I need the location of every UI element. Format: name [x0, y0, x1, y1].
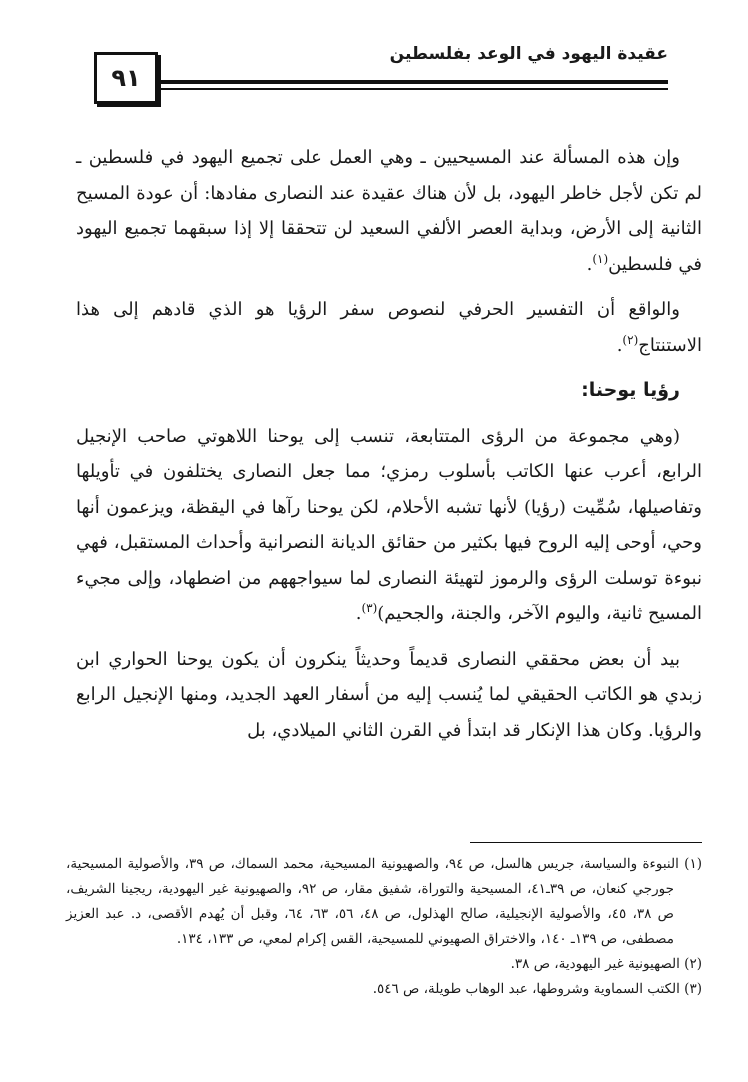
book-title: عقيدة اليهود في الوعد بفلسطين [389, 44, 668, 64]
paragraph-1-end: . [586, 253, 593, 275]
header-rule [156, 80, 668, 84]
footnote-3: (٣) الكتب السماوية وشروطها، عبد الوهاب طويلة، ص ٥٤٦. [372, 981, 702, 997]
footnote-2: (٢) الصهيونية غير اليهودية، ص ٣٨. [510, 956, 702, 972]
page-number: ٩١ [111, 64, 141, 92]
footnote-ref-2: (٢) [622, 332, 639, 347]
footnote-1: (١) النبوءة والسياسة، جريس هالسل، ص ٩٤، والصهيونية المسيحية، محمد السماك، ص ٣٩، والأصولية المسيحية، جورجي كنعان، ص ٣٩ـ٤١، المسيحية والتوراة، شفيق مقار، ص ٩٢، والصهيونية غير اليهودية، ريجينا الشريف، ص ٣٨، ٤٥، والأصولية الإنجيلية، صالح الهذلول، ص ٤٨، ٥٦، ٦٣، ٦٤، وقبل أن يُهدم الأقصى، د. عبد العزيز مصطفى، ص ١٣٩ـ ١٤٠، والاختراق الصهيوني للمسيحية، القس إكرام لمعي، ص ١٣٣، ١٣٤. [66, 856, 702, 947]
paragraph-2-end: . [616, 334, 623, 356]
main-text [76, 140, 702, 758]
section-heading: رؤيا يوحنا: [581, 379, 680, 401]
paragraph-1 [76, 140, 702, 282]
page-number-box [94, 52, 158, 104]
paragraph-3-text: (وهي مجموعة من الرؤى المتتابعة، تنسب إلى يوحنا اللاهوتي صاحب الإنجيل الرابع، أعرب عنها الكاتب بأسلوب رمزي؛ مما جعل النصارى يختلفون في تأويلها وتفاصيلها، سُمِّيت (رؤيا) لأنها تشبه الأحلام، لكن يوحنا رآها في اليقظة، ويزعمون أنها وحي، أوحى إليه الروح فيها بكثير من حقائق الديانة النصرانية وأحداث المستقبل، فهي نبوءة توسلت الرؤى والرموز لتهيئة النصارى لما سيواجههم من اضطهاد، وإلى مجيء المسيح ثانية، واليوم الآخر، والجنة، والجحيم) [76, 425, 702, 624]
paragraph-4: بيد أن بعض محققي النصارى قديماً وحديثاً ينكرون أن يكون يوحنا الحواري ابن زبدي هو الكاتب الحقيقي لما يُنسب إليه من أسفار العهد الجديد، ومنها الإنجيل الرابع والرؤيا. وكان هذا الإنكار قد ابتدأ في القرن الثاني الميلادي، بل [76, 648, 702, 741]
footnote-ref-3: (٣) [361, 601, 378, 615]
paragraph-1-text: وإن هذه المسألة عند المسيحيين ـ وهي العمل على تجميع اليهود في فلسطين ـ لم تكن لأجل خاطر اليهود، بل لأن هناك عقيدة عند النصارى مفادها: أن عودة المسيح الثانية إلى الأرض، وبداية العصر الألفي السعيد لن تتحققا إلا إذا سبقهما تجميع اليهود في فلسطين [76, 147, 702, 275]
paragraph-3-end: . [355, 603, 362, 624]
footnote-ref-1: (١) [592, 251, 609, 266]
paragraph-2-text: والواقع أن التفسير الحرفي لنصوص سفر الرؤيا هو الذي قادهم إلى هذا الاستنتاج [76, 299, 702, 356]
page-header [94, 40, 668, 110]
header-rule-thin [156, 88, 668, 90]
paragraph-2 [76, 292, 702, 363]
footnote-separator [470, 842, 702, 843]
paragraph-3 [76, 419, 702, 632]
footnotes [66, 852, 702, 1002]
